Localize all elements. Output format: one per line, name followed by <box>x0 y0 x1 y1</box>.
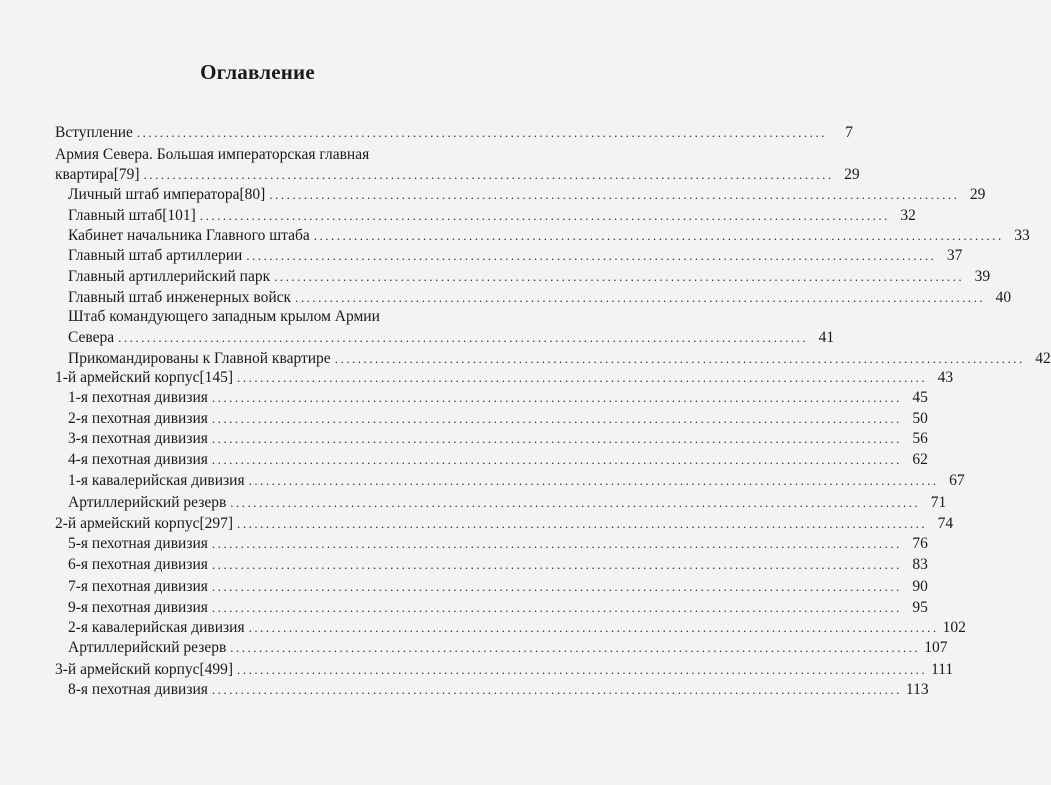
dot-leader: ........................................................................................................................ <box>211 579 902 594</box>
dot-leader: ........................................................................................................................ <box>143 167 834 182</box>
toc-entry <box>68 492 947 514</box>
toc-entry <box>55 513 954 535</box>
dot-leader: ........................................................................................................................ <box>118 330 809 345</box>
dot-leader: ........................................................................................................................ <box>211 682 902 697</box>
toc-entry-label: 8-я пехотная дивизия <box>68 681 208 698</box>
toc-entry-label: 1-я пехотная дивизия <box>68 389 208 406</box>
toc-entry <box>55 144 369 166</box>
toc-entry <box>68 597 928 619</box>
toc-entry-label: 3-я пехотная дивизия <box>68 430 208 447</box>
toc-entry-page-number: 29 <box>969 186 986 203</box>
toc-entry-page-number: 67 <box>949 472 965 489</box>
dot-leader: ........................................................................................................................ <box>211 390 902 405</box>
toc-entry <box>68 576 928 598</box>
toc-entry <box>68 428 928 450</box>
toc-entry-page-number: 7 <box>845 124 853 141</box>
toc-entry-page-number: 71 <box>930 494 947 511</box>
toc-entry <box>68 408 928 430</box>
toc-entry-page-number: 41 <box>818 329 835 346</box>
toc-entry-page-number: 29 <box>844 166 860 183</box>
toc-entry-page-number: 107 <box>924 639 948 656</box>
dot-leader: ........................................................................................................................ <box>211 600 902 615</box>
toc-entry-label: 3-й армейский корпус[499] <box>55 661 234 678</box>
toc-entry-page-number: 56 <box>912 430 928 447</box>
toc-entry-label: Кабинет начальника Главного штаба <box>68 227 310 244</box>
dot-leader: ........................................................................................................................ <box>313 228 1004 243</box>
toc-entry-label: 5-я пехотная дивизия <box>68 535 208 552</box>
toc-entry <box>68 387 928 409</box>
dot-leader: ........................................................................................................................ <box>211 452 902 467</box>
dot-leader: ........................................................................................................................ <box>248 473 939 488</box>
dot-leader: ........................................................................................................................ <box>274 269 965 284</box>
toc-entry-label: Прикомандированы к Главной квартире <box>68 350 331 367</box>
toc-entry-label: 6-я пехотная дивизия <box>68 556 208 573</box>
toc-entry <box>68 327 835 349</box>
toc-entry-label: Штаб командующего западным крылом Армии <box>68 308 380 325</box>
toc-entry <box>68 245 963 267</box>
toc-entry <box>68 617 966 639</box>
toc-entry-page-number: 39 <box>974 268 991 285</box>
toc-entry <box>68 306 380 328</box>
toc-entry <box>68 205 916 227</box>
toc-entry-page-number: 40 <box>995 289 1012 306</box>
toc-entry-page-number: 45 <box>912 389 928 406</box>
toc-entry-page-number: 102 <box>942 619 966 636</box>
toc-entry-label: 7-я пехотная дивизия <box>68 578 208 595</box>
toc-entry <box>68 554 928 576</box>
toc-entry-label: 1-я кавалерийская дивизия <box>68 472 245 489</box>
dot-leader: ........................................................................................................................ <box>211 411 902 426</box>
toc-entry-label: Главный штаб инженерных войск <box>68 289 292 306</box>
toc-entry <box>68 184 986 206</box>
dot-leader: ........................................................................................................................ <box>237 662 928 677</box>
dot-leader: ........................................................................................................................ <box>334 351 1025 366</box>
dot-leader: ........................................................................................................................ <box>211 536 902 551</box>
toc-entry-label: 2-я пехотная дивизия <box>68 410 208 427</box>
toc-entry <box>55 164 860 186</box>
dot-leader: ........................................................................................................................ <box>211 431 902 446</box>
toc-entry <box>68 449 928 471</box>
toc-entry-page-number: 37 <box>946 247 963 264</box>
toc-entry-label: 1-й армейский корпус[145] <box>55 369 234 386</box>
page-title: Оглавление <box>200 60 315 84</box>
toc-entry-label: квартира[79] <box>55 166 140 183</box>
toc-entry-page-number: 42 <box>1035 350 1051 367</box>
toc-entry-label: Главный артиллерийский парк <box>68 268 271 285</box>
toc-entry-label: Артиллерийский резерв <box>68 494 227 511</box>
toc-entry-label: Главный штаб[101] <box>68 207 196 224</box>
dot-leader: ........................................................................................................................ <box>237 516 928 531</box>
toc-entry-page-number: 83 <box>912 556 928 573</box>
toc-entry-label: 2-я кавалерийская дивизия <box>68 619 245 636</box>
toc-entry-label: Севера <box>68 329 115 346</box>
toc-entry-page-number: 50 <box>912 410 928 427</box>
toc-entry-label: 2-й армейский корпус[297] <box>55 515 234 532</box>
toc-entry-page-number: 62 <box>912 451 928 468</box>
toc-entry <box>68 225 1030 247</box>
dot-leader: ........................................................................................................................ <box>237 370 928 385</box>
toc-entry-page-number: 113 <box>905 681 929 698</box>
toc-entry <box>68 470 965 492</box>
toc-entry-label: Личный штаб императора[80] <box>68 186 266 203</box>
toc-entry-page-number: 95 <box>912 599 928 616</box>
dot-leader: ........................................................................................................................ <box>269 187 960 202</box>
dot-leader: ........................................................................................................................ <box>230 495 921 510</box>
toc-entry-page-number: 90 <box>912 578 928 595</box>
toc-entry-label: Вступление <box>55 124 133 141</box>
toc-entry <box>55 659 954 681</box>
toc-entry <box>68 679 929 701</box>
toc-entry-label: 9-я пехотная дивизия <box>68 599 208 616</box>
toc-entry-page-number: 32 <box>900 207 916 224</box>
dot-leader: ........................................................................................................................ <box>295 290 986 305</box>
dot-leader: ........................................................................................................................ <box>248 620 939 635</box>
toc-entry-label: Главный штаб артиллерии <box>68 247 243 264</box>
toc-entry-page-number: 111 <box>931 661 954 678</box>
toc-entry-label: Армия Севера. Большая императорская главная <box>55 146 370 163</box>
toc-entry <box>55 367 954 389</box>
toc-entry-label: Артиллерийский резерв <box>68 639 227 656</box>
dot-leader: ........................................................................................................................ <box>230 640 921 655</box>
toc-entry <box>55 122 853 144</box>
toc-entry-page-number: 76 <box>912 535 928 552</box>
toc-entry-page-number: 74 <box>937 515 954 532</box>
dot-leader: ........................................................................................................................ <box>136 125 827 140</box>
toc-entry-page-number: 43 <box>937 369 954 386</box>
toc-entry <box>68 533 928 555</box>
toc-entry-label: 4-я пехотная дивизия <box>68 451 208 468</box>
toc-entry <box>68 637 948 659</box>
dot-leader: ........................................................................................................................ <box>211 557 902 572</box>
toc-entry-page-number: 33 <box>1014 227 1030 244</box>
dot-leader: ........................................................................................................................ <box>199 208 890 223</box>
toc-entry <box>68 266 991 288</box>
dot-leader: ........................................................................................................................ <box>246 248 937 263</box>
